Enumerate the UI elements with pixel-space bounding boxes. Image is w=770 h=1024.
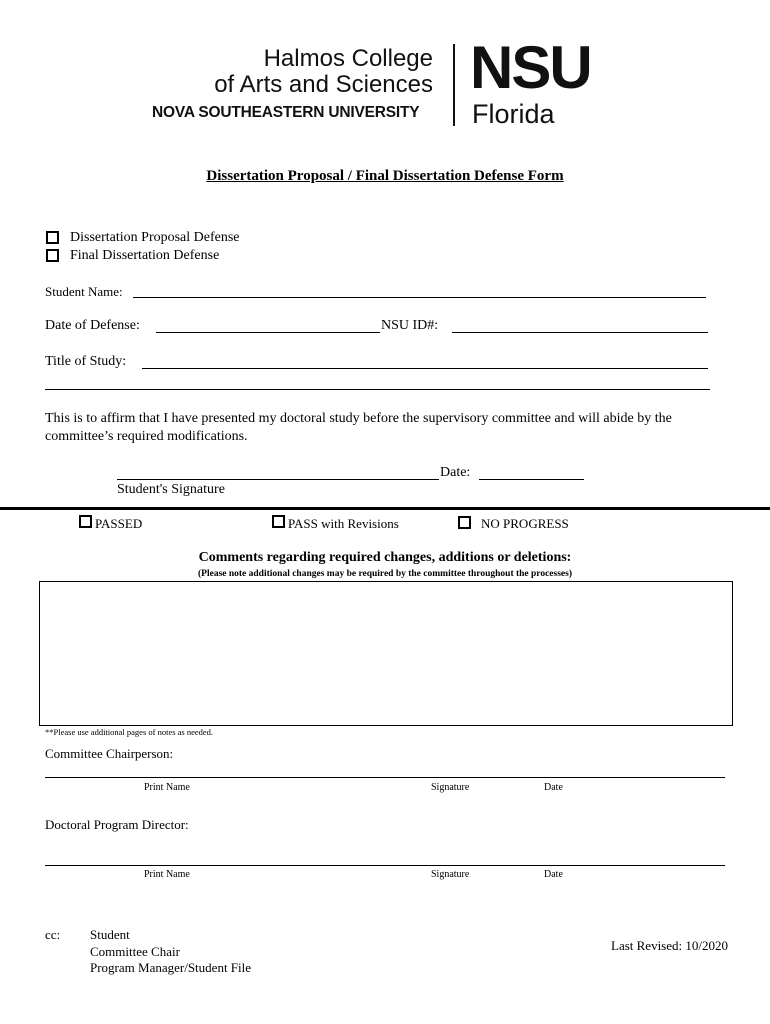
chair-signature-caption: Signature (431, 782, 470, 793)
logo-florida: Florida (472, 99, 555, 129)
university-name: NOVA SOUTHEASTERN UNIVERSITY (152, 104, 420, 121)
title-of-study-label: Title of Study: (45, 354, 127, 369)
affirmation-line1: This is to affirm that I have presented my doctoral study before the supervisory committee and will abide by the (45, 411, 672, 426)
director-print-name-caption: Print Name (144, 869, 190, 880)
student-name-field[interactable] (133, 297, 706, 298)
pass-with-revisions-checkbox[interactable] (272, 515, 285, 528)
chair-print-name-caption: Print Name (144, 782, 190, 793)
chair-date-caption: Date (544, 782, 563, 793)
committee-chairperson-label: Committee Chairperson: (45, 746, 174, 761)
passed-checkbox[interactable] (79, 515, 92, 528)
student-signature-field[interactable] (117, 479, 439, 480)
college-name-line2: of Arts and Sciences (214, 71, 433, 98)
comments-heading: Comments regarding required changes, additions or deletions: (198, 550, 572, 565)
student-signature-label: Student's Signature (117, 482, 225, 497)
cc-recipient-student: Student (90, 927, 130, 942)
date-of-defense-label: Date of Defense: (45, 318, 140, 333)
title-of-study-field-line2[interactable] (45, 389, 710, 390)
proposal-defense-label: Dissertation Proposal Defense (70, 230, 240, 245)
cc-recipient-program-manager: Program Manager/Student File (90, 960, 252, 975)
committee-chairperson-signature-line[interactable] (45, 777, 725, 778)
cc-label: cc: (45, 927, 61, 942)
comments-textarea[interactable] (39, 581, 733, 726)
program-director-label: Doctoral Program Director: (45, 817, 189, 832)
date-of-defense-field[interactable] (156, 332, 380, 333)
last-revised: Last Revised: 10/2020 (611, 938, 728, 953)
cc-recipient-committee-chair: Committee Chair (90, 944, 180, 959)
no-progress-checkbox[interactable] (458, 516, 471, 529)
nsu-logo: NSU (470, 34, 591, 101)
logo-divider (453, 44, 455, 126)
passed-label: PASSED (95, 516, 143, 531)
additional-pages-note: **Please use additional pages of notes as needed. (45, 727, 214, 737)
section-divider (0, 507, 770, 510)
proposal-defense-checkbox[interactable] (46, 231, 59, 244)
pass-with-revisions-label: PASS with Revisions (288, 516, 399, 531)
signature-date-field[interactable] (479, 479, 584, 480)
title-of-study-field[interactable] (142, 368, 708, 369)
no-progress-label: NO PROGRESS (481, 516, 569, 531)
program-director-signature-line[interactable] (45, 865, 725, 866)
director-signature-caption: Signature (431, 869, 470, 880)
form-title: Dissertation Proposal / Final Dissertation Defense Form (206, 168, 564, 184)
comments-note: (Please note additional changes may be required by the committee throughout the processes) (198, 569, 572, 579)
director-date-caption: Date (544, 869, 563, 880)
final-defense-label: Final Dissertation Defense (70, 248, 220, 263)
college-name-line1: Halmos College (263, 45, 433, 72)
final-defense-checkbox[interactable] (46, 249, 59, 262)
nsu-id-field[interactable] (452, 332, 708, 333)
signature-date-label: Date: (440, 465, 471, 480)
student-name-label: Student Name: (45, 284, 123, 299)
nsu-id-label: NSU ID#: (381, 318, 439, 333)
affirmation-line2: committee’s required modifications. (45, 429, 248, 444)
